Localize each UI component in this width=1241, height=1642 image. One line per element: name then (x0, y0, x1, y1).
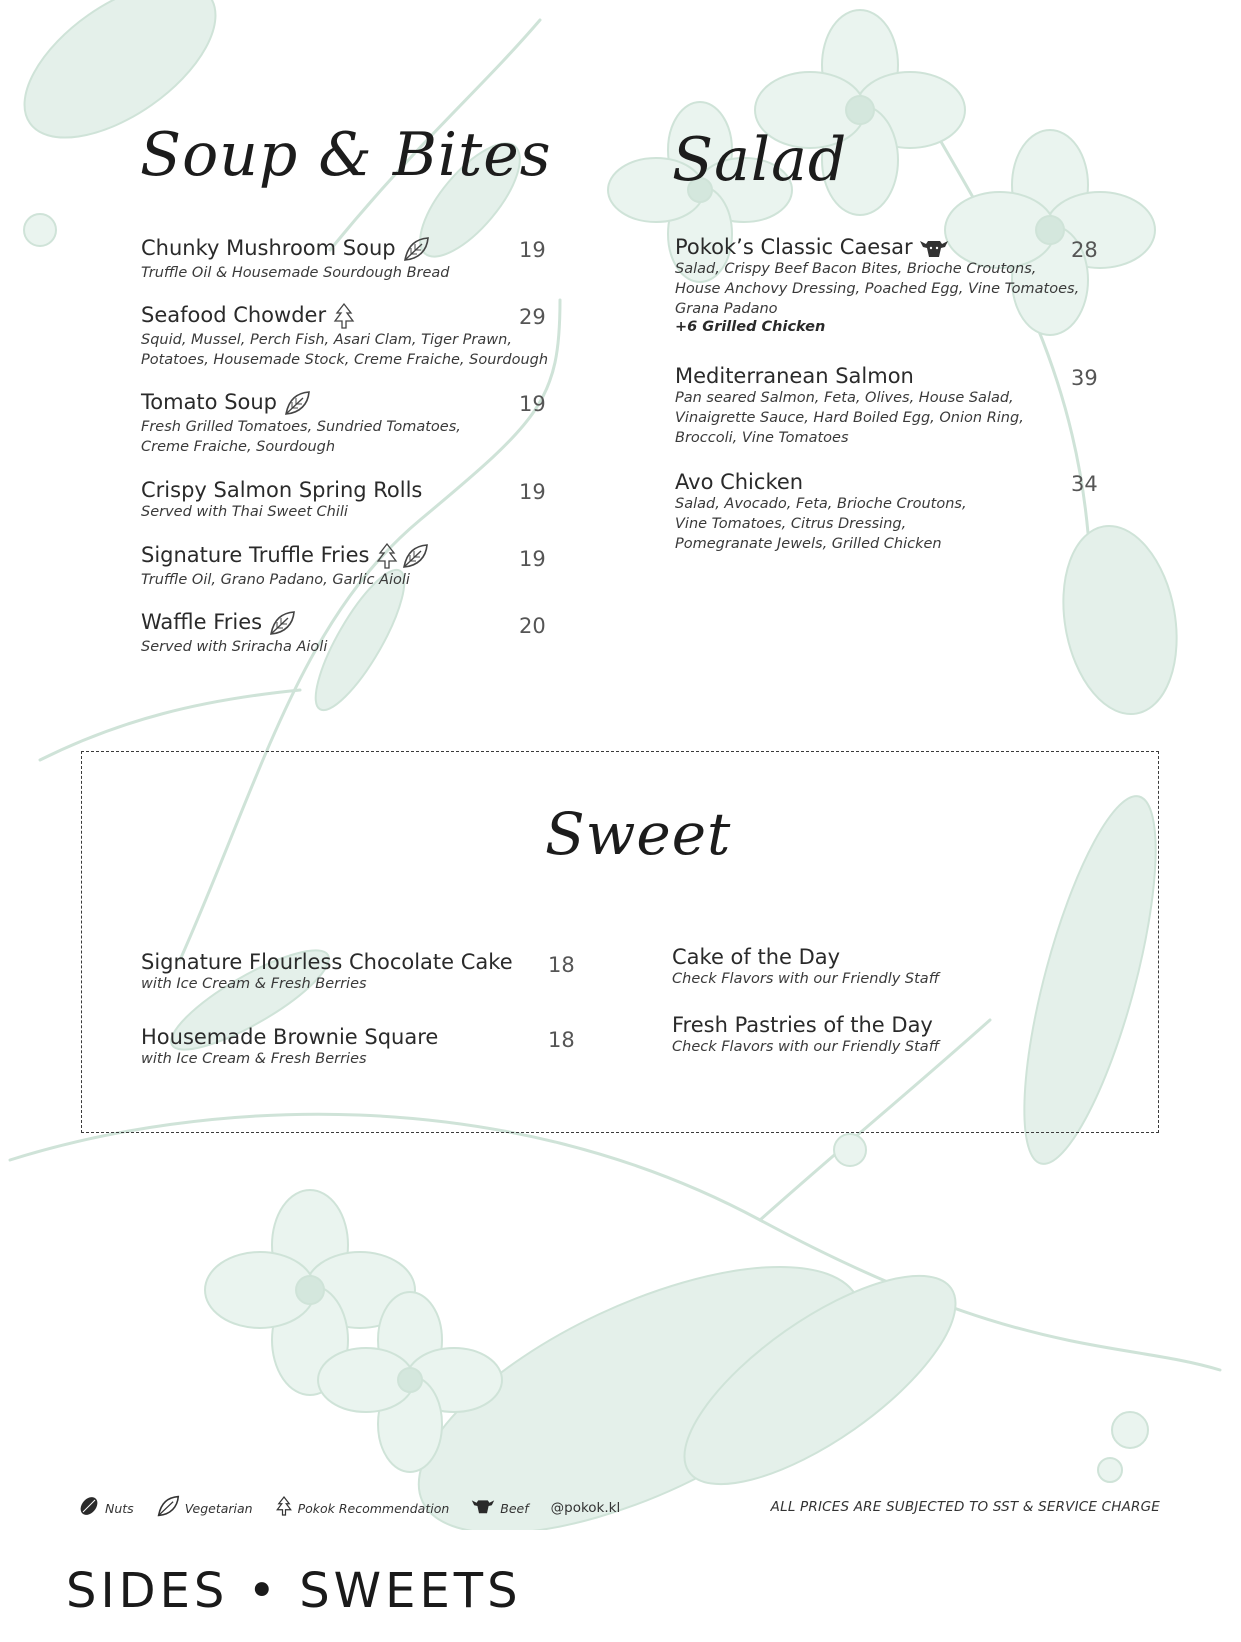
pricing-notice: ALL PRICES ARE SUBJECTED TO SST & SERVICE CHARGE (770, 1499, 1160, 1515)
leaf-icon (156, 1494, 180, 1522)
legend-label: Vegetarian (184, 1500, 253, 1516)
social-handle (551, 1500, 621, 1516)
legend-item-recommendation (275, 1495, 450, 1521)
item-addon: +6 Grilled Chicken (675, 319, 826, 335)
item-description: Served with Sriracha Aioli (141, 639, 328, 655)
item-description: Potatoes, Housemade Stock, Creme Fraiche, Sourdough (141, 352, 549, 368)
leaf-icon (268, 609, 296, 637)
item-name: Mediterranean Salmon (675, 364, 914, 388)
menu-item (675, 470, 967, 554)
section-title-soup-bites: Soup & Bites (140, 120, 552, 190)
item-description: Truffle Oil, Grano Padano, Garlic Aioli (141, 572, 410, 588)
menu-item (141, 478, 422, 522)
item-name: Seafood Chowder (141, 302, 548, 330)
item-description: Grana Padano (675, 301, 778, 317)
item-price: 20 (519, 614, 546, 638)
menu-item (141, 235, 450, 283)
legend-item-vegetarian (156, 1494, 253, 1522)
item-description: Squid, Mussel, Perch Fish, Asari Clam, Tiger Prawn, (141, 332, 512, 348)
menu-item (141, 389, 461, 457)
item-description: Pan seared Salmon, Feta, Olives, House Salad, (675, 390, 1014, 406)
item-price: 19 (519, 547, 546, 571)
menu-item (141, 542, 429, 590)
item-description: Fresh Grilled Tomatoes, Sundried Tomatoes, (141, 419, 461, 435)
item-name: Chunky Mushroom Soup (141, 235, 450, 263)
item-price: 18 (548, 1028, 575, 1052)
item-name: Crispy Salmon Spring Rolls (141, 478, 423, 502)
leaf-icon (402, 235, 430, 263)
item-name: Cake of the Day (672, 945, 841, 969)
item-description: Check Flavors with our Friendly Staff (672, 1039, 940, 1055)
legend-label: Beef (500, 1500, 529, 1516)
item-price: 19 (519, 238, 546, 262)
item-price: 19 (519, 480, 546, 504)
menu-item (675, 364, 1024, 448)
beef-icon (919, 237, 949, 259)
legend-label: Nuts (105, 1500, 134, 1516)
item-name: Housemade Brownie Square (141, 1025, 439, 1049)
menu-item (141, 1025, 438, 1069)
item-name: Tomato Soup (141, 389, 461, 417)
item-price: 18 (548, 953, 575, 977)
legend-label: Pokok Recommendation (297, 1500, 450, 1516)
item-name: Fresh Pastries of the Day (672, 1013, 933, 1037)
menu-item (672, 945, 939, 989)
section-title-sweet: Sweet (545, 800, 732, 868)
legend-item-beef (471, 1497, 528, 1519)
item-name: Pokok’s Classic Caesar (675, 235, 1079, 259)
tree-icon (332, 302, 356, 330)
item-description: Served with Thai Sweet Chili (141, 504, 348, 520)
legend-item-nuts (78, 1495, 134, 1521)
nut-icon (78, 1495, 100, 1521)
item-description: Vinaigrette Sauce, Hard Boiled Egg, Onion Ring, (675, 410, 1024, 426)
tree-icon (275, 1495, 293, 1521)
menu-item (675, 235, 1079, 335)
item-description: Broccoli, Vine Tomatoes (675, 430, 849, 446)
item-price: 34 (1071, 472, 1098, 496)
item-description: Salad, Crispy Beef Bacon Bites, Brioche Croutons, (675, 261, 1037, 277)
beef-icon (471, 1497, 495, 1519)
item-price: 28 (1071, 238, 1098, 262)
item-price: 39 (1071, 366, 1098, 390)
item-price: 19 (519, 392, 546, 416)
item-description: Vine Tomatoes, Citrus Dressing, (675, 516, 907, 532)
social-handle-text: @pokok.kl (550, 1500, 621, 1516)
item-description: Pomegranate Jewels, Grilled Chicken (675, 536, 942, 552)
item-description: Salad, Avocado, Feta, Brioche Croutons, (675, 496, 967, 512)
item-price: 29 (519, 305, 546, 329)
item-name: Signature Flourless Chocolate Cake (141, 950, 513, 974)
menu-item (141, 950, 513, 994)
item-description: Check Flavors with our Friendly Staff (672, 971, 940, 987)
menu-item (141, 302, 548, 370)
item-name: Waffle Fries (141, 609, 327, 637)
section-title-salad: Salad (672, 125, 848, 195)
item-description: with Ice Cream & Fresh Berries (141, 976, 367, 992)
menu-item (141, 609, 327, 657)
item-description: Truffle Oil & Housemade Sourdough Bread (141, 265, 450, 281)
dietary-legend (78, 1496, 642, 1520)
leaf-icon (401, 542, 429, 570)
tree-icon (375, 542, 399, 570)
item-description: House Anchovy Dressing, Poached Egg, Vine Tomatoes, (675, 281, 1080, 297)
leaf-icon (283, 389, 311, 417)
item-name: Signature Truffle Fries (141, 542, 429, 570)
item-name: Avo Chicken (675, 470, 804, 494)
item-description: with Ice Cream & Fresh Berries (141, 1051, 367, 1067)
page-title: SIDES • SWEETS (66, 1563, 522, 1619)
item-description: Creme Fraiche, Sourdough (141, 439, 336, 455)
menu-item (672, 1013, 939, 1057)
